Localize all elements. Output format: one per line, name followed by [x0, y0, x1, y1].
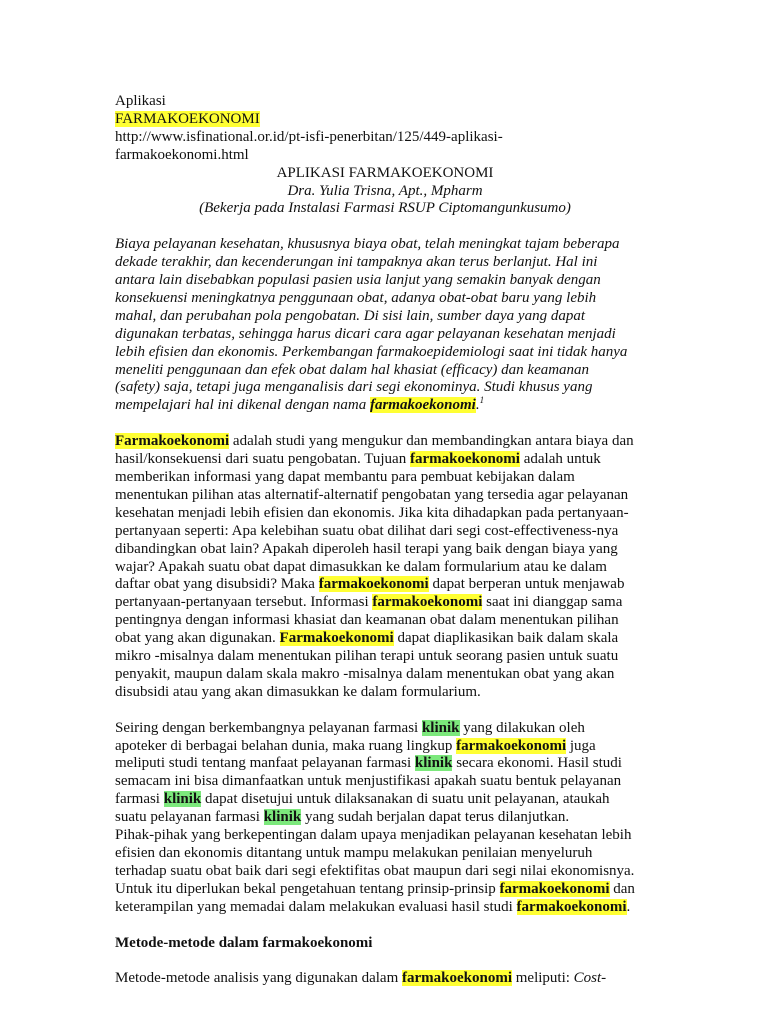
paragraph-line: kesehatan menjadi lebih efisien dan ekonomis. Jika kita dihadapkan pada pertanyaan-	[115, 504, 629, 521]
paragraph-line: pertanyaan-pertanyaan tersebut. Informasi farmakoekonomi saat ini dianggap sama	[115, 594, 623, 611]
header-title: FARMAKOEKONOMI	[115, 110, 260, 127]
paragraph-line: semacam ini bisa dimanfaatkan untuk menjustifikasi apakah suatu bentuk pelayanan	[115, 773, 622, 790]
keyword-highlight: farmakoekonomi	[318, 576, 429, 593]
keyword-highlight: farmakoekonomi	[372, 594, 483, 611]
paragraph-line: meliputi studi tentang manfaat pelayanan farmasi klinik secara ekonomi. Hasil studi	[115, 755, 622, 772]
paragraph-line: konsekuensi meningkatnya penggunaan obat, adanya obat-obat baru yang lebih	[115, 289, 597, 306]
paragraph-line: pertanyaan seperti: Apa kelebihan suatu obat dilihat dari segi cost-effectiveness-nya	[115, 522, 619, 539]
paragraph-line: apoteker di berbagai belahan dunia, maka ruang lingkup farmakoekonomi juga	[115, 737, 596, 754]
paragraph-line: Pihak-pihak yang berkepentingan dalam upaya menjadikan pelayanan kesehatan lebih	[115, 827, 632, 844]
paragraph-line: Biaya pelayanan kesehatan, khususnya biaya obat, telah meningkat tajam beberapa	[115, 236, 620, 253]
header-label: Aplikasi	[115, 93, 166, 109]
paragraph-line: Farmakoekonomi adalah studi yang mengukur dan membandingkan antara biaya dan	[115, 433, 634, 450]
paragraph-line: (safety) saja, tetapi juga menganalisis dari segi ekonominya. Studi khusus yang	[115, 379, 593, 396]
source-url-line-1[interactable]: http://www.isfinational.or.id/pt-isfi-penerbitan/125/449-aplikasi-	[115, 128, 503, 145]
keyword-highlight: farmakoekonomi	[409, 451, 520, 468]
paragraph-line: wajar? Apakah suatu obat dapat dimasukkan ke dalam formularium atau ke dalam	[115, 558, 607, 575]
article-title: APLIKASI FARMAKOEKONOMI	[276, 164, 494, 181]
paragraph-line: hasil/konsekuensi dari suatu pengobatan. Tujuan farmakoekonomi adalah untuk	[115, 451, 601, 468]
paragraph-line: obat yang akan digunakan. Farmakoekonomi dapat diaplikasikan baik dalam skala	[115, 630, 619, 647]
paragraph-intro	[115, 236, 768, 415]
footnote-ref: 1	[479, 395, 485, 406]
paragraph-line: menentukan pilihan atas alternatif-alternatif pengobatan yang tersedia agar pelayanan	[115, 486, 629, 503]
article-author: Dra. Yulia Trisna, Apt., Mpharm	[287, 182, 483, 199]
section-heading: Metode-metode dalam farmakoekonomi	[115, 934, 373, 951]
paragraph-line: Untuk itu diperlukan bekal pengetahuan tentang prinsip-prinsip farmakoekonomi dan	[115, 880, 635, 897]
keyword-highlight: Farmakoekonomi	[115, 433, 230, 450]
paragraph-line: lebih efisien dan ekonomis. Perkembangan farmakoepidemiologi saat ini tidak hanya	[115, 343, 628, 360]
article-affiliation: (Bekerja pada Instalasi Farmasi RSUP Ciptomangunkusumo)	[199, 200, 571, 217]
paragraph-line: keterampilan yang memadai dalam melakukan evaluasi hasil studi farmakoekonomi.	[115, 898, 631, 915]
paragraph-line: efisien dan ekonomis ditantang untuk mampu melakukan penilaian menyeluruh	[115, 845, 593, 862]
paragraph-line: disubsidi atau yang akan dimasukkan ke dalam formularium.	[115, 683, 481, 700]
paragraph-line: digunakan terbatas, sehingga harus dicari cara agar pelayanan kesehatan menjadi	[115, 325, 616, 342]
paragraph-line: dibandingkan obat lain? Apakah diperoleh hasil terapi yang baik dengan biaya yang	[115, 540, 618, 557]
paragraph-line: Metode-metode analisis yang digunakan dalam farmakoekonomi meliputi: Cost-	[115, 970, 607, 987]
keyword-highlight: farmakoekonomi	[402, 970, 512, 987]
paragraph-line: antara lain disebabkan populasi pasien usia lanjut yang semakin banyak dengan	[115, 272, 601, 289]
keyword-highlight-green: klinik	[414, 755, 453, 772]
paragraph-definition	[115, 433, 768, 702]
keyword-highlight: farmakoekonomi	[456, 737, 567, 754]
paragraph-line: farmasi klinik dapat disetujui untuk dilaksanakan di suatu unit pelayanan, ataukah	[115, 791, 610, 808]
source-url-line-2[interactable]: farmakoekonomi.html	[115, 146, 249, 163]
keyword-highlight-green: klinik	[163, 791, 202, 808]
paragraph-line: suatu pelayanan farmasi klinik yang sudah berjalan dapat terus dilanjutkan.	[115, 809, 570, 826]
paragraph-line: memberikan informasi yang dapat membantu para pembuat kebijakan dalam	[115, 469, 575, 485]
keyword-highlight-green: klinik	[421, 719, 460, 736]
paragraph-line: meneliti penggunaan dan efek obat dalam hal khasiat (efficacy) dan keamanan	[115, 361, 590, 378]
paragraph-line: mahal, dan perubahan pola pengobatan. Di sisi lain, sumber daya yang dapat	[115, 307, 585, 324]
keyword-highlight-green: klinik	[263, 809, 302, 826]
keyword-highlight: Farmakoekonomi	[279, 630, 394, 647]
paragraph-line: Seiring dengan berkembangnya pelayanan farmasi klinik yang dilakukan oleh	[115, 719, 585, 736]
paragraph-clinical	[115, 720, 768, 917]
paragraph-line: terhadap suatu obat baik dari segi efektifitas obat maupun dari segi nilai ekonomisnya.	[115, 862, 635, 879]
paragraph-line: penyakit, maupun dalam skala makro -misalnya dalam menentukan obat yang akan	[115, 665, 615, 682]
paragraph-line: pentingnya dengan informasi khasiat dan keamanan obat dalam menentukan pilihan	[115, 612, 619, 629]
paragraph-line: daftar obat yang disubsidi? Maka farmakoekonomi dapat berperan untuk menjawab	[115, 576, 625, 593]
keyword-highlight: farmakoekonomi	[499, 880, 610, 897]
keyword-highlight: farmakoekonomi	[516, 898, 627, 915]
paragraph-line: mempelajari hal ini dikenal dengan nama farmakoekonomi.$^1$	[115, 395, 485, 414]
keyword-highlight: farmakoekonomi	[369, 397, 476, 414]
paragraph-line: mikro -misalnya dalam menentukan pilihan terapi untuk seorang pasien untuk suatu	[115, 648, 619, 665]
paragraph-line: dekade terakhir, dan kecenderungan ini tampaknya akan terus berlanjut. Hal ini	[115, 254, 598, 271]
